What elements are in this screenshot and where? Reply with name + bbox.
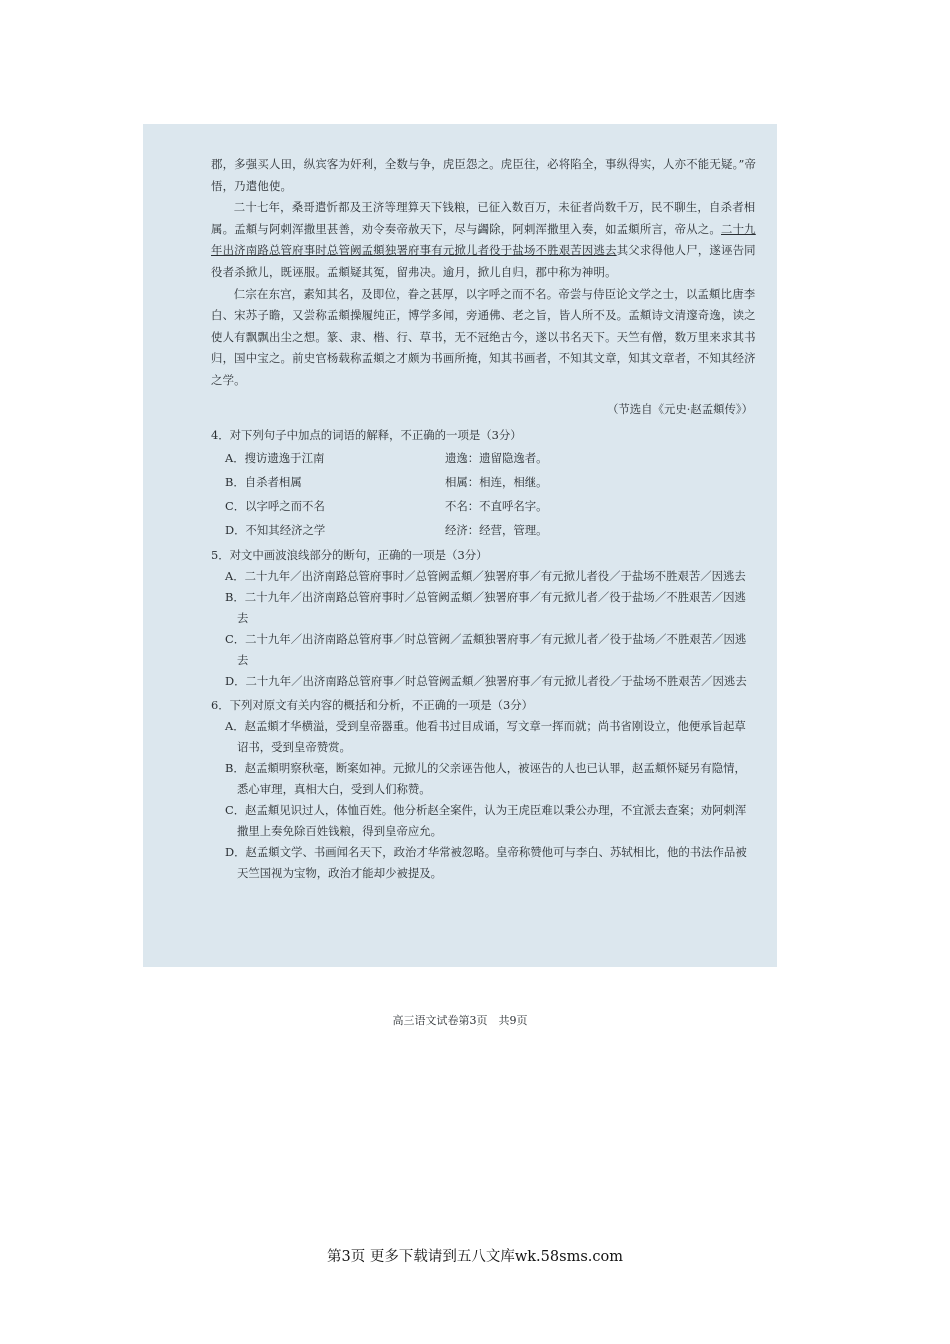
option-label: B．自杀者相属 <box>225 474 302 489</box>
passage-paragraph-2 <box>211 197 757 283</box>
question-4-option-c <box>211 494 757 518</box>
question-5-option-c: C．二十九年／出济南路总管府事／时总管阙／孟頫独署府事／有元掀儿者／役于盐场／不胜艰苦／因逃去 <box>225 631 747 667</box>
passage-paragraph-1: 郡，多强买人田，纵宾客为奸利，全数与争，虎臣怨之。虎臣往，必将陷全，事纵得实，人亦不能无疑。”帝悟，乃遣他使。 <box>211 157 757 193</box>
question-6-option-b: B．赵孟頫明察秋毫，断案如神。元掀儿的父亲诬告他人，被诬告的人也已认罪，赵孟頫怀疑另有隐情，悉心审理，真相大白，受到人们称赞。 <box>225 760 746 796</box>
option-gloss: 相属：相连，相继。 <box>445 474 548 489</box>
question-5-option-d: D．二十九年／出济南路总管府事／时总管阙孟頫／独署府事／有元掀儿者役／于盐场不胜艰苦／因逃去 <box>225 673 747 688</box>
option-gloss: 遗逸：遗留隐逸者。 <box>445 450 548 465</box>
option-gloss: 不名：不直呼名字。 <box>445 498 548 513</box>
question-6-option-d: D．赵孟頫文学、书画闻名天下，政治才华常被忽略。皇帝称赞他可与李白、苏轼相比，他的书法作品被天竺国视为宝物，政治才能却少被提及。 <box>225 844 747 880</box>
question-5-option-b: B．二十九年／出济南路总管府事时／总管阙孟頫／独署府事／有元掀儿者／役于盐场／不胜艰苦／因逃去 <box>225 589 746 625</box>
question-4-option-d <box>211 518 757 542</box>
question-4-option-b <box>211 470 757 494</box>
option-label: A．搜访遗逸于江南 <box>225 450 325 465</box>
scanned-exam-page <box>143 124 777 1027</box>
passage-source: （节选自《元史·赵孟頫传》） <box>607 401 753 416</box>
question-6-option-a: A．赵孟頫才华横溢，受到皇帝器重。他看书过目成诵，写文章一挥而就；尚书省刚设立，他便承旨起草诏书，受到皇帝赞赏。 <box>225 718 746 754</box>
option-label: D．不知其经济之学 <box>225 522 326 537</box>
option-gloss: 经济：经营，管理。 <box>445 522 548 537</box>
passage-paragraph-2-text: 二十七年，桑哥遣忻都及王济等理算天下钱粮，已征入数百万，未征者尚数千万，民不聊生，自杀者相属。孟頫与阿剌浑撒里甚善，劝令奏帝赦天下，尽与蠲除，阿剌浑撒里入奏，如孟頫所言，帝从之。 <box>211 200 756 236</box>
question-5-stem: 5．对文中画波浪线部分的断句，正确的一项是（3分） <box>211 547 488 562</box>
question-6-option-c: C．赵孟頫见识过人，体恤百姓。他分析赵全案件，认为王虎臣难以秉公办理，不宜派去查案；劝阿剌浑撒里上奏免除百姓钱粮，得到皇帝应允。 <box>225 802 747 838</box>
option-label: C．以字呼之而不名 <box>225 498 325 513</box>
exam-page-footer: 高三语文试卷第3页 共9页 <box>392 1014 528 1027</box>
question-6-stem: 6．下列对原文有关内容的概括和分析，不正确的一项是（3分） <box>211 697 534 712</box>
wavy-underlined-text: 二十九年出济南路总管府事时总管阙孟頫独署府事有元掀儿者役于盐场不胜艰苦因逃去 <box>211 221 756 258</box>
question-4-stem: 4．对下列句子中加点的词语的解释，不正确的一项是（3分） <box>211 427 522 442</box>
site-footer: 第3页 更多下载请到五八文库wk.58sms.com <box>327 1249 623 1265</box>
question-4-option-a <box>211 446 757 470</box>
question-5-option-a: A．二十九年／出济南路总管府事时／总管阙孟頫／独署府事／有元掀儿者役／于盐场不胜艰苦／因逃去 <box>225 568 746 583</box>
passage-paragraph-3: 仁宗在东宫，素知其名，及即位，眷之甚厚，以字呼之而不名。帝尝与侍臣论文学之士，以孟頫比唐李白、宋苏子瞻，又尝称孟頫操履纯正，博学多闻，旁通佛、老之旨，皆人所不及。孟頫诗文清邃奇逸，读之使人有飘飘出尘之想。篆、隶、楷、行、草书，无不冠绝古今，遂以书名天下。天竺有僧，数万里来求其书归，国中宝之。前史官杨载称孟頫之才颇为书画所掩，知其书画者，不知其文章，知其文章者，不知其经济之学。 <box>211 286 756 387</box>
passage-paragraph-2-tail: 其父求得他人尸，遂诬告同役者杀掀儿，既诬服。孟頫疑其冤，留弗决。逾月，掀儿自归，郡中称为神明。 <box>211 243 756 279</box>
